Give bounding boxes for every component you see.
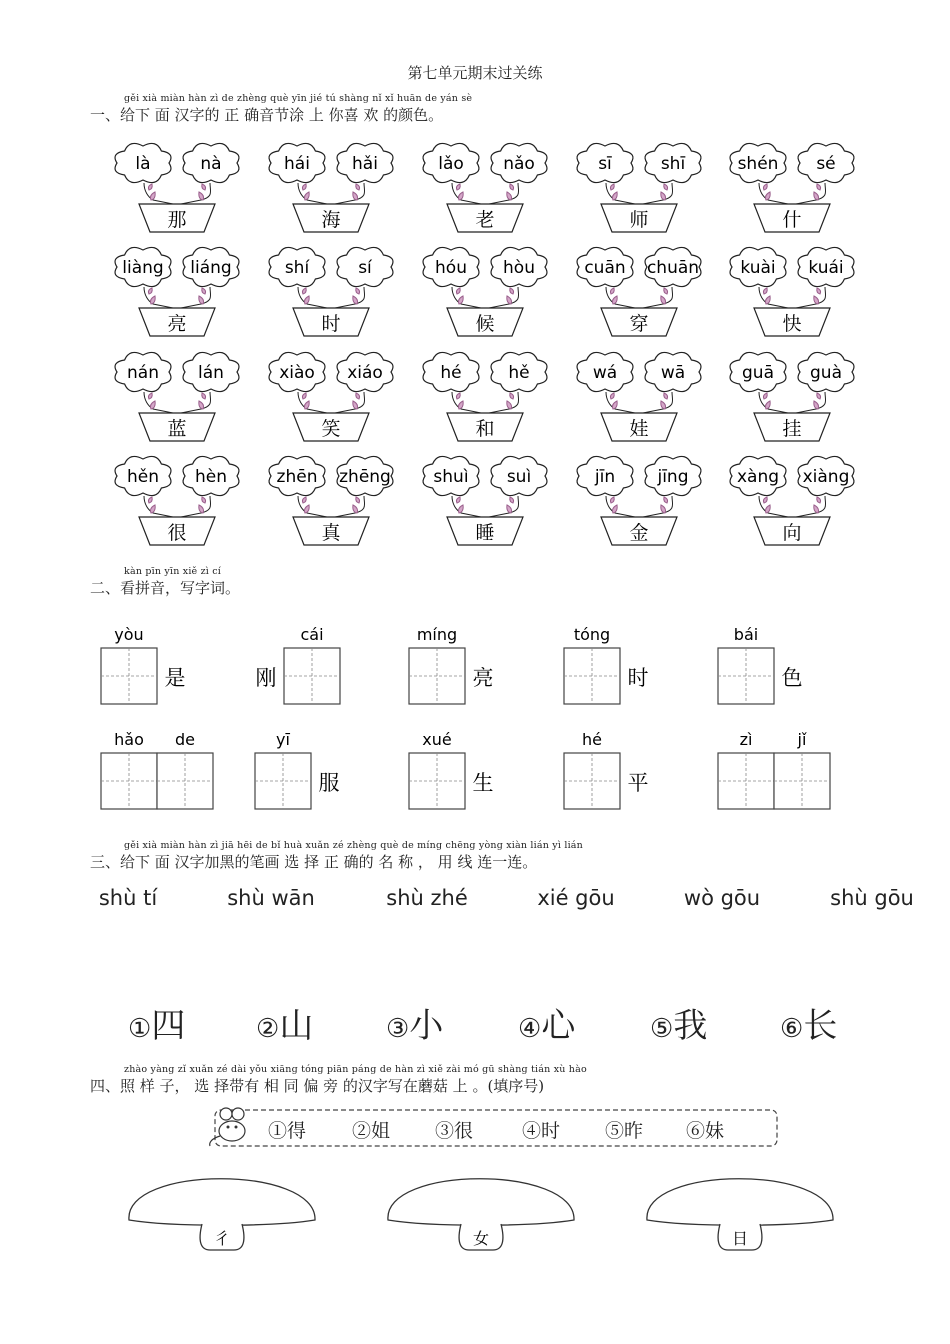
radical-label: 彳 bbox=[213, 1229, 231, 1248]
pinyin-option-b: xiáo bbox=[347, 363, 383, 383]
pinyin-label: xué bbox=[422, 730, 452, 749]
target-character: 心 bbox=[541, 1006, 576, 1046]
pinyin-option-a: xiào bbox=[279, 363, 315, 383]
section1-pinyin: gěi xià miàn hàn zì de zhèng què yīn jié tú shàng nǐ xǐ huān de yán sè bbox=[124, 93, 473, 104]
pinyin-label: hǎo bbox=[114, 730, 144, 749]
pot-character: 蓝 bbox=[167, 418, 187, 440]
pot-character: 亮 bbox=[167, 313, 187, 335]
pot-character: 时 bbox=[321, 313, 341, 335]
pinyin-label: tóng bbox=[573, 625, 611, 644]
pinyin-option-b: hǎi bbox=[352, 154, 378, 174]
pinyin-option-a: xàng bbox=[736, 467, 780, 487]
section4-pinyin: zhào yàng zǐ xuǎn zé dài yǒu xiāng tóng piān páng de hàn zì xiě zài mó gū shàng tián xù hào bbox=[124, 1064, 587, 1075]
target-character: 小 bbox=[409, 1006, 444, 1046]
pinyin-option-a: hóu bbox=[435, 258, 467, 278]
pot-character: 真 bbox=[321, 522, 341, 544]
target-character: 我 bbox=[673, 1006, 708, 1046]
given-character: 是 bbox=[164, 666, 186, 690]
item-number: ⑤ bbox=[650, 1014, 674, 1044]
pinyin-option-a: zhēn bbox=[276, 467, 318, 487]
pinyin-option-b: hě bbox=[508, 363, 530, 383]
pinyin-option-b: liáng bbox=[190, 258, 232, 278]
given-character: 色 bbox=[781, 666, 803, 690]
pinyin-option-a: là bbox=[135, 154, 151, 174]
pot-character: 候 bbox=[475, 313, 495, 335]
pinyin-label: míng bbox=[416, 625, 458, 644]
pinyin-option-b: nà bbox=[200, 154, 222, 174]
radical-label: 女 bbox=[472, 1229, 490, 1248]
mushroom-cap[interactable] bbox=[388, 1179, 574, 1226]
pinyin-option-b: suì bbox=[506, 467, 532, 487]
pot-character: 和 bbox=[475, 418, 495, 440]
mushroom[interactable] bbox=[388, 1179, 574, 1250]
pinyin-option-b: nǎo bbox=[503, 154, 535, 174]
pot-character: 老 bbox=[475, 209, 495, 231]
pinyin-option-a: hái bbox=[284, 154, 310, 174]
pinyin-option-b: kuái bbox=[808, 258, 844, 278]
section2-pinyin: kàn pīn yīn xiě zì cí bbox=[124, 566, 222, 577]
stroke-name-option[interactable]: shù tí bbox=[98, 886, 158, 910]
pinyin-option-a: wá bbox=[592, 363, 618, 383]
pinyin-option-a: nán bbox=[127, 363, 159, 383]
pinyin-label: yī bbox=[276, 730, 290, 749]
stroke-name-option[interactable]: wò gōu bbox=[683, 886, 761, 910]
given-character: 服 bbox=[318, 771, 340, 795]
pinyin-option-b: guà bbox=[810, 363, 842, 383]
given-character: 亮 bbox=[472, 666, 494, 690]
pot-character: 快 bbox=[782, 313, 802, 335]
mushroom-cap[interactable] bbox=[129, 1179, 315, 1226]
target-character: 四 bbox=[151, 1006, 186, 1046]
section1-heading: 一、给下 面 汉字的 正 确音节涂 上 你喜 欢 的颜色。 bbox=[90, 106, 444, 124]
character-option[interactable]: ①得 bbox=[268, 1120, 307, 1142]
pinyin-option-a: shí bbox=[284, 258, 310, 278]
pot-character: 什 bbox=[782, 209, 802, 231]
radical-label: 日 bbox=[731, 1229, 749, 1248]
pinyin-option-b: chuān bbox=[646, 258, 700, 278]
section4-heading: 四、照 样 子， 选 择带有 相 同 偏 旁 的汉字写在蘑菇 上 。(填序号) bbox=[90, 1077, 545, 1095]
mushroom[interactable] bbox=[129, 1179, 315, 1250]
character-option[interactable]: ④时 bbox=[522, 1120, 561, 1142]
pinyin-option-a: cuān bbox=[584, 258, 626, 278]
given-character: 刚 bbox=[255, 666, 277, 690]
pot-character: 睡 bbox=[475, 522, 495, 544]
pinyin-option-a: sī bbox=[598, 154, 612, 174]
stroke-name-option[interactable]: shù zhé bbox=[386, 886, 468, 910]
pinyin-option-a: hé bbox=[440, 363, 462, 383]
pinyin-label: bái bbox=[733, 625, 759, 644]
pinyin-label: zì bbox=[739, 730, 753, 749]
pinyin-option-b: sí bbox=[358, 258, 372, 278]
pot-character: 那 bbox=[167, 209, 187, 231]
pinyin-label: jǐ bbox=[797, 730, 807, 749]
stroke-name-option[interactable]: shù wān bbox=[227, 886, 315, 910]
section3-pinyin: gěi xià miàn hàn zì jiā hēi de bǐ huà xuǎn zé zhèng què de míng chēng yòng xiàn lián yì lián bbox=[124, 840, 583, 851]
target-character: 长 bbox=[803, 1006, 838, 1046]
pinyin-option-b: shī bbox=[660, 154, 686, 174]
pinyin-option-b: lán bbox=[198, 363, 224, 383]
item-number: ④ bbox=[518, 1014, 542, 1044]
pinyin-option-b: zhēng bbox=[339, 467, 391, 487]
item-number: ③ bbox=[386, 1014, 410, 1044]
pinyin-label: hé bbox=[582, 730, 602, 749]
pot-character: 向 bbox=[782, 522, 802, 544]
pinyin-option-a: kuài bbox=[740, 258, 776, 278]
pinyin-option-a: shén bbox=[737, 154, 779, 174]
given-character: 时 bbox=[627, 666, 649, 690]
pinyin-option-a: guā bbox=[742, 363, 774, 383]
page-title: 第七单元期末过关练 bbox=[407, 64, 543, 82]
target-character: 山 bbox=[279, 1006, 314, 1046]
pot-character: 海 bbox=[321, 209, 341, 231]
pot-character: 穿 bbox=[629, 313, 649, 335]
pot-character: 金 bbox=[629, 522, 649, 544]
item-number: ⑥ bbox=[780, 1014, 804, 1044]
pinyin-option-b: wā bbox=[660, 363, 686, 383]
given-character: 生 bbox=[472, 771, 494, 795]
section3-heading: 三、给下 面 汉字加黑的笔画 选 择 正 确的 名 称 ， 用 线 连一连。 bbox=[90, 853, 538, 871]
pinyin-option-b: hòu bbox=[503, 258, 535, 278]
pinyin-option-a: jīn bbox=[594, 467, 616, 487]
pinyin-option-b: jīng bbox=[657, 467, 689, 487]
pinyin-option-a: liàng bbox=[122, 258, 164, 278]
pinyin-option-b: sé bbox=[816, 154, 836, 174]
item-number: ① bbox=[128, 1014, 152, 1044]
pinyin-label: de bbox=[175, 730, 195, 749]
pot-character: 挂 bbox=[782, 418, 802, 440]
pinyin-option-b: xiàng bbox=[802, 467, 850, 487]
pinyin-option-a: hěn bbox=[126, 467, 160, 487]
section2-heading: 二、看拼音，写字词。 bbox=[90, 579, 241, 597]
pot-character: 很 bbox=[167, 522, 187, 544]
character-option[interactable]: ③很 bbox=[435, 1120, 474, 1142]
pot-character: 师 bbox=[629, 209, 649, 231]
pinyin-option-a: lǎo bbox=[438, 154, 464, 174]
character-option[interactable]: ②姐 bbox=[352, 1120, 391, 1142]
pinyin-option-a: shuì bbox=[433, 467, 469, 487]
stroke-name-option[interactable]: xié gōu bbox=[537, 886, 615, 910]
stroke-name-option[interactable]: shù gōu bbox=[830, 886, 914, 910]
given-character: 平 bbox=[627, 771, 649, 795]
item-number: ② bbox=[256, 1014, 280, 1044]
pinyin-label: yòu bbox=[114, 625, 144, 644]
mushroom[interactable] bbox=[647, 1179, 833, 1250]
character-option[interactable]: ⑥妹 bbox=[686, 1120, 725, 1142]
pinyin-option-b: hèn bbox=[194, 467, 228, 487]
mushroom-cap[interactable] bbox=[647, 1179, 833, 1226]
pot-character: 娃 bbox=[629, 418, 649, 440]
character-option[interactable]: ⑤昨 bbox=[605, 1120, 644, 1142]
pinyin-label: cái bbox=[300, 625, 324, 644]
pot-character: 笑 bbox=[321, 418, 341, 440]
